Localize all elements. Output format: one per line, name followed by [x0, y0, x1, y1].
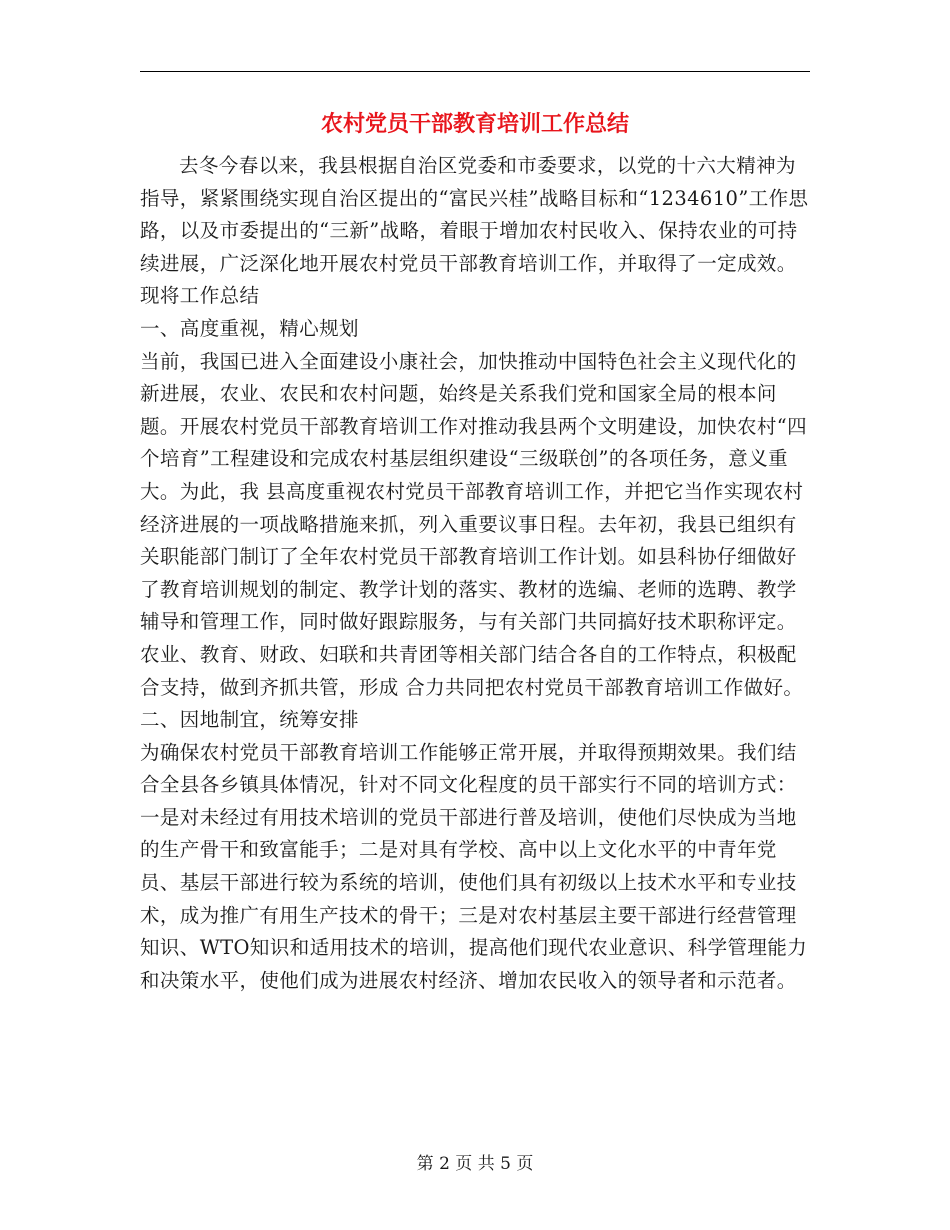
document-body — [140, 150, 812, 997]
header-rule — [140, 71, 810, 72]
paragraph-section-2: 为确保农村党员干部教育培训工作能够正常开展，并取得预期效果。我们结合全县各乡镇具体情况，针对不同文化程度的员干部实行不同的培训方式：一是对未经过有用技术培训的党员干部进行普及培训，使他们尽快成为当地的生产骨干和致富能手；二是对具有学校、高中以上文化水平的中青年党员、基层干部进行较为系统的培训，使他们具有初级以上技术水平和专业技术，成为推广有用生产技术的骨干；三是对农村基层主要干部进行经营管理知识、WTO知识和适用技术的培训，提高他们现代农业意识、科学管理能力和决策水平，使他们成为进展农村经济、增加农民收入的领导者和示范者。 — [140, 740, 808, 992]
paragraph-section-1: 当前，我国已进入全面建设小康社会，加快推动中国特色社会主义现代化的新进展，农业、农民和农村问题，始终是关系我们党和国家全局的根本问题。开展农村党员干部教育培训工作对推动我县两个文明建设，加快农村“四个培育”工程建设和完成农村基层组织建设“三级联创”的各项任务，意义重大。为此，我 县高度重视农村党员干部教育培训工作，并把它当作实现农村经济进展的一项战略措施来抓，列入重要议事日程。去年初，我县已组织有关职能部门制订了全年农村党员干部教育培训工作计划。如县科协仔细做好了教育培训规划的制定、教学计划的落实、教材的选编、老师的选聘、教学辅导和管理工作，同时做好跟踪服务，与有关部门共同搞好技术职称评定。农业、教育、财政、妇联和共青团等相关部门结合各自的工作特点，积极配合支持，做到齐抓共管，形成 合力共同把农村党员干部教育培训工作做好。 — [140, 349, 808, 699]
page-number-footer: 第 2 页 共 5 页 — [416, 1154, 534, 1174]
section-heading-1: 一、高度重视，精心规划 — [140, 316, 359, 340]
paragraph-intro: 去冬今春以来，我县根据自治区党委和市委要求，以党的十六大精神为指导，紧紧围绕实现自治区提出的“富民兴桂”战略目标和“1234610”工作思路，以及市委提出的“三新”战略，着眼于增加农村民收入、保持农业的可持续进展，广泛深化地开展农村党员干部教育培训工作，并取得了一定成效。现将工作总结 — [140, 154, 809, 308]
section-heading-2: 二、因地制宜，统筹安排 — [140, 708, 359, 732]
document-title: 农村党员干部教育培训工作总结 — [320, 111, 629, 137]
